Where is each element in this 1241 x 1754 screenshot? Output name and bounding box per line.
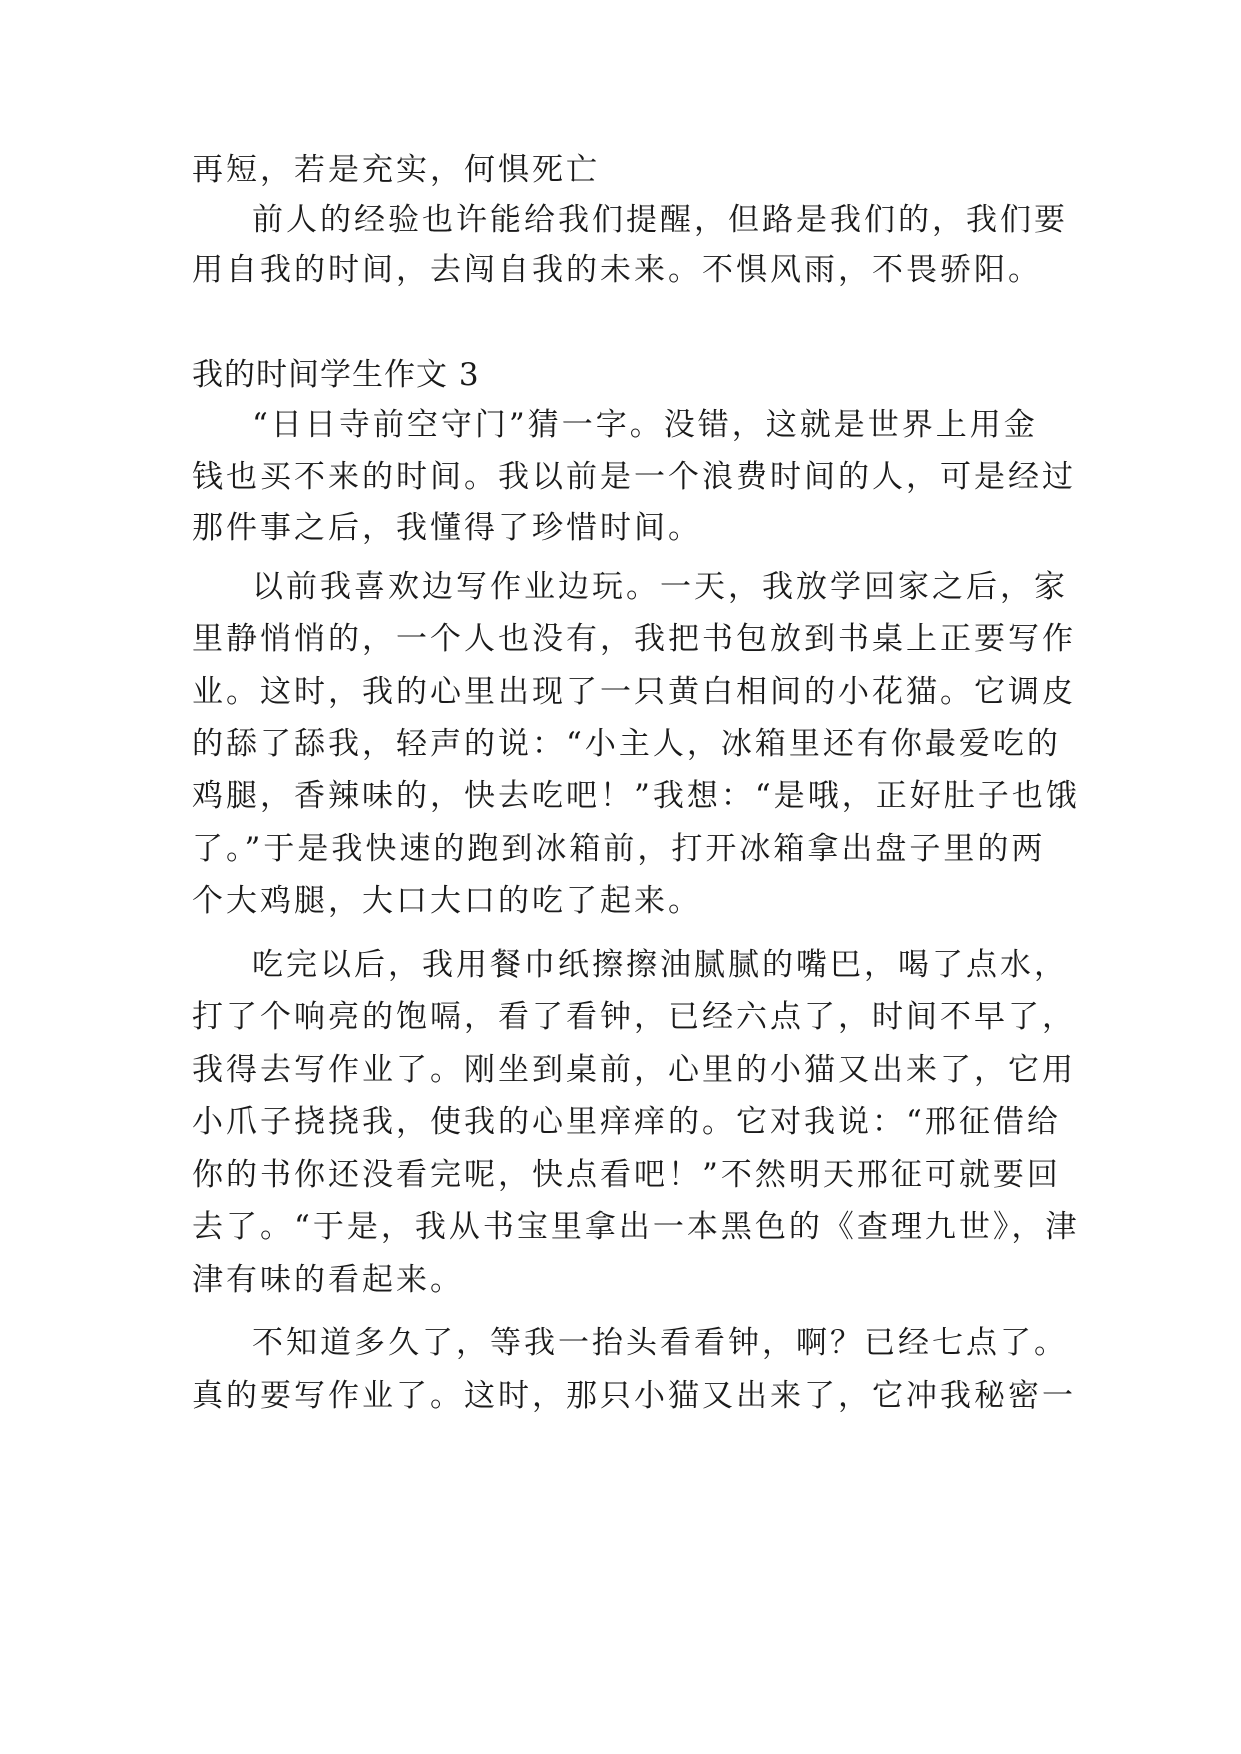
text-line: 业。这时，我的心里出现了一只黄白相间的小花猫。它调皮 (192, 674, 1076, 710)
text-line: 小爪子挠挠我，使我的心里痒痒的。它对我说：“邢征借给 (192, 1104, 1061, 1140)
text-line: 鸡腿，香辣味的，快去吃吧！”我想：“是哦，正好肚子也饿 (192, 778, 1080, 814)
text-line: 我得去写作业了。刚坐到桌前，心里的小猫又出来了，它用 (192, 1052, 1076, 1088)
text-line: 真的要写作业了。这时，那只小猫又出来了，它冲我秘密一 (192, 1378, 1076, 1414)
text-line: 吃完以后，我用餐巾纸擦擦油腻腻的嘴巴，喝了点水， (252, 947, 1068, 983)
text-line: 以前我喜欢边写作业边玩。一天，我放学回家之后，家 (252, 569, 1068, 605)
text-line: 去了。“于是，我从书宝里拿出一本黑色的《查理九世》，津 (192, 1209, 1080, 1245)
text-line: 用自我的时间，去闯自我的未来。不惧风雨，不畏骄阳。 (192, 252, 1042, 288)
text-line: 里静悄悄的，一个人也没有，我把书包放到书桌上正要写作 (192, 621, 1076, 657)
text-line: 钱也买不来的时间。我以前是一个浪费时间的人，可是经过 (192, 459, 1076, 495)
text-line: 再短，若是充实，何惧死亡 (192, 152, 600, 188)
text-line: “日日寺前空守门”猜一字。没错，这就是世界上用金 (252, 407, 1038, 443)
text-line: 不知道多久了，等我一抬头看看钟，啊？已经七点了。 (252, 1325, 1068, 1361)
text-line: 了。”于是我快速的跑到冰箱前，打开冰箱拿出盘子里的两 (192, 831, 1046, 867)
text-line: 前人的经验也许能给我们提醒，但路是我们的，我们要 (252, 202, 1068, 238)
text-line: 你的书你还没看完呢，快点看吧！”不然明天邢征可就要回 (192, 1157, 1061, 1193)
section-title: 我的时间学生作文 3 (192, 357, 480, 393)
text-line: 津有味的看起来。 (192, 1262, 464, 1298)
text-line: 打了个响亮的饱嗝，看了看钟，已经六点了，时间不早了， (192, 999, 1076, 1035)
text-line: 个大鸡腿，大口大口的吃了起来。 (192, 883, 702, 919)
text-line: 的舔了舔我，轻声的说：“小主人，冰箱里还有你最爱吃的 (192, 726, 1061, 762)
text-line: 那件事之后，我懂得了珍惜时间。 (192, 510, 702, 546)
